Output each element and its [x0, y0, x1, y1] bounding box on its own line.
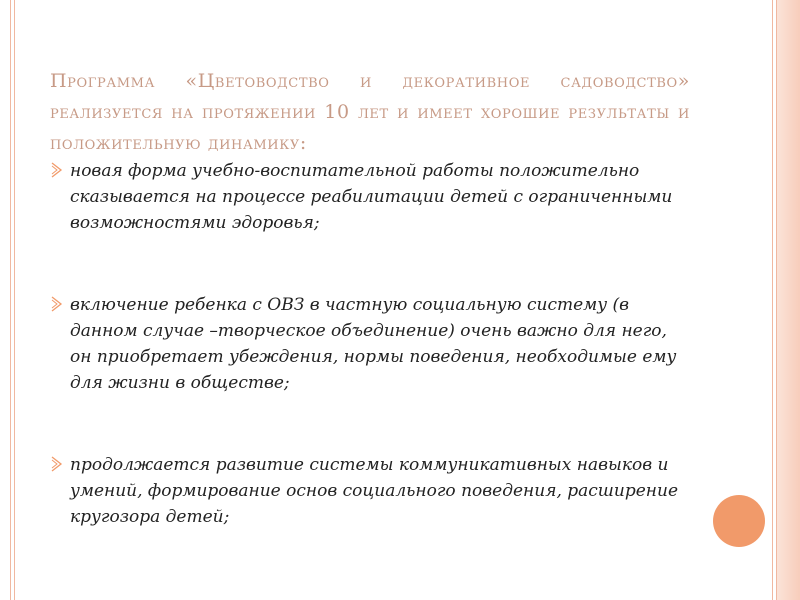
decorative-circle [713, 495, 765, 547]
bullet-text: продолжается развитие системы коммуникативных навыков и умений, формирование основ социального поведения, расширение кругозора детей; [70, 455, 678, 527]
arrow-bullet-icon [50, 455, 64, 473]
bullet-text: новая форма учебно-воспитательной работы положительно сказывается на процессе реабилитации детей с ограниченными возможностями эдоровья; [70, 161, 673, 233]
list-item [50, 292, 690, 396]
frame-line-left-outer [10, 0, 11, 600]
frame-line-left-inner [14, 0, 15, 600]
right-decorative-band [777, 0, 800, 600]
bullet-list [50, 158, 690, 530]
arrow-bullet-icon [50, 161, 64, 179]
frame-line-right-inner [772, 0, 773, 600]
bullet-text: включение ребенка с ОВЗ в частную социальную систему (в данном случае –творческое объединение) очень важно для него, он приобретает убеждения, нормы поведения, необходимые ему для жизни в обществе; [70, 295, 677, 393]
list-item [50, 452, 690, 530]
arrow-bullet-icon [50, 295, 64, 313]
list-item [50, 158, 690, 236]
slide-title: Программа «Цветоводство и декоративное садоводство» реализуется на протяжении 10 лет и имеет хорошие результаты и положительную динамику: [50, 70, 690, 154]
